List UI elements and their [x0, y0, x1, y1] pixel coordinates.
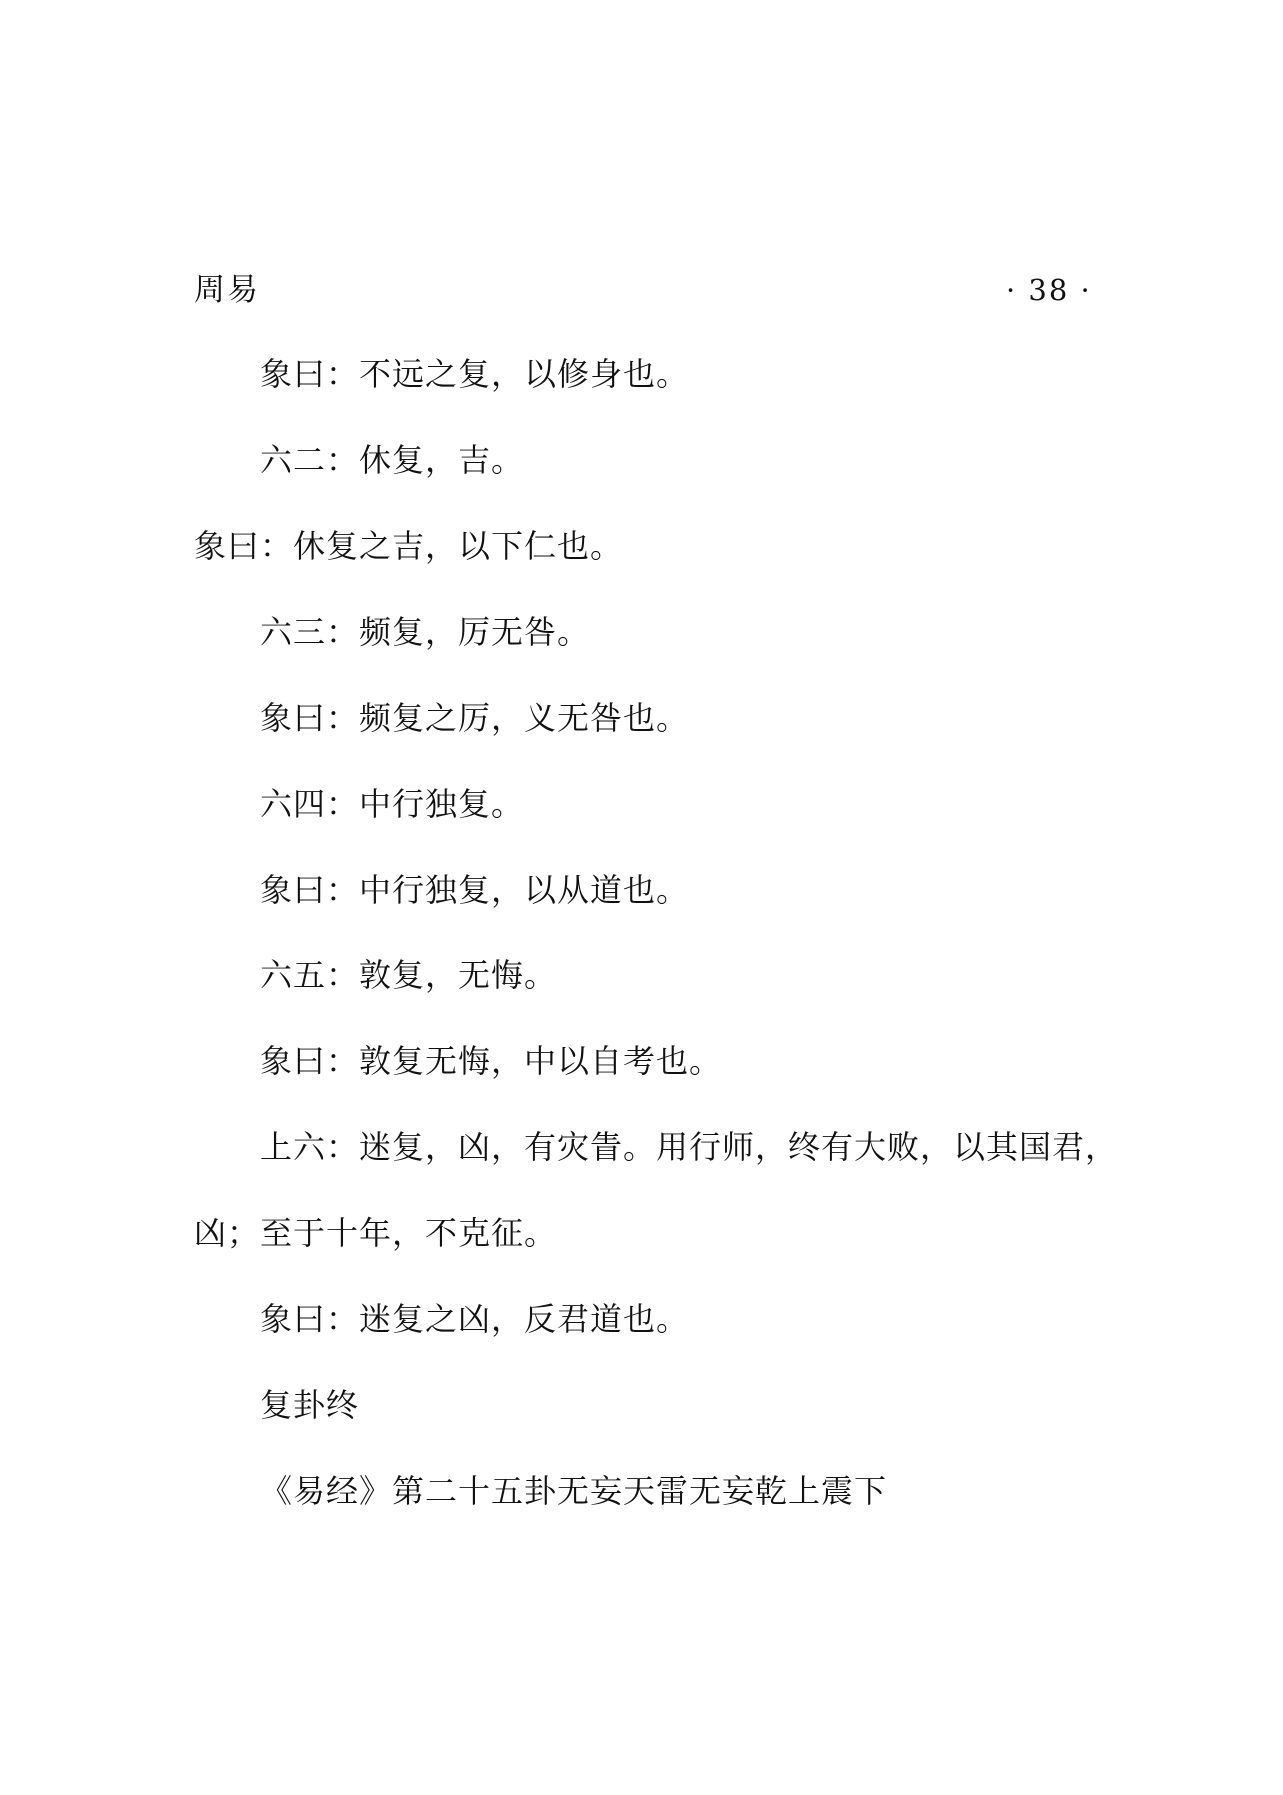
- text-line: 《易经》第二十五卦无妄天雷无妄乾上震下: [260, 1472, 888, 1510]
- text-line: 上六：迷复，凶，有灾眚。用行师，终有大败，以其国君，: [260, 1128, 1119, 1166]
- text-line: 象曰：敦复无悔，中以自考也。: [260, 1042, 723, 1080]
- text-line: 象曰：休复之吉，以下仁也。: [194, 527, 624, 565]
- text-line: 象曰：中行独复，以从道也。: [260, 871, 690, 909]
- page-number: · 38 ·: [1006, 273, 1092, 307]
- text-line: 六三：频复，厉无咎。: [260, 613, 591, 651]
- text-line: 象曰：频复之厉，义无咎也。: [260, 699, 690, 737]
- text-line: 复卦终: [260, 1386, 360, 1424]
- running-header-title: 周易: [194, 272, 260, 308]
- text-line: 六二：休复，吉。: [260, 441, 525, 479]
- text-line: 六四：中行独复。: [260, 785, 525, 823]
- text-line: 象曰：迷复之凶，反君道也。: [260, 1300, 690, 1338]
- text-line: 凶；至于十年，不克征。: [194, 1214, 558, 1252]
- text-line: 象曰：不远之复，以修身也。: [260, 355, 690, 393]
- text-line: 六五：敦复，无悔。: [260, 956, 558, 994]
